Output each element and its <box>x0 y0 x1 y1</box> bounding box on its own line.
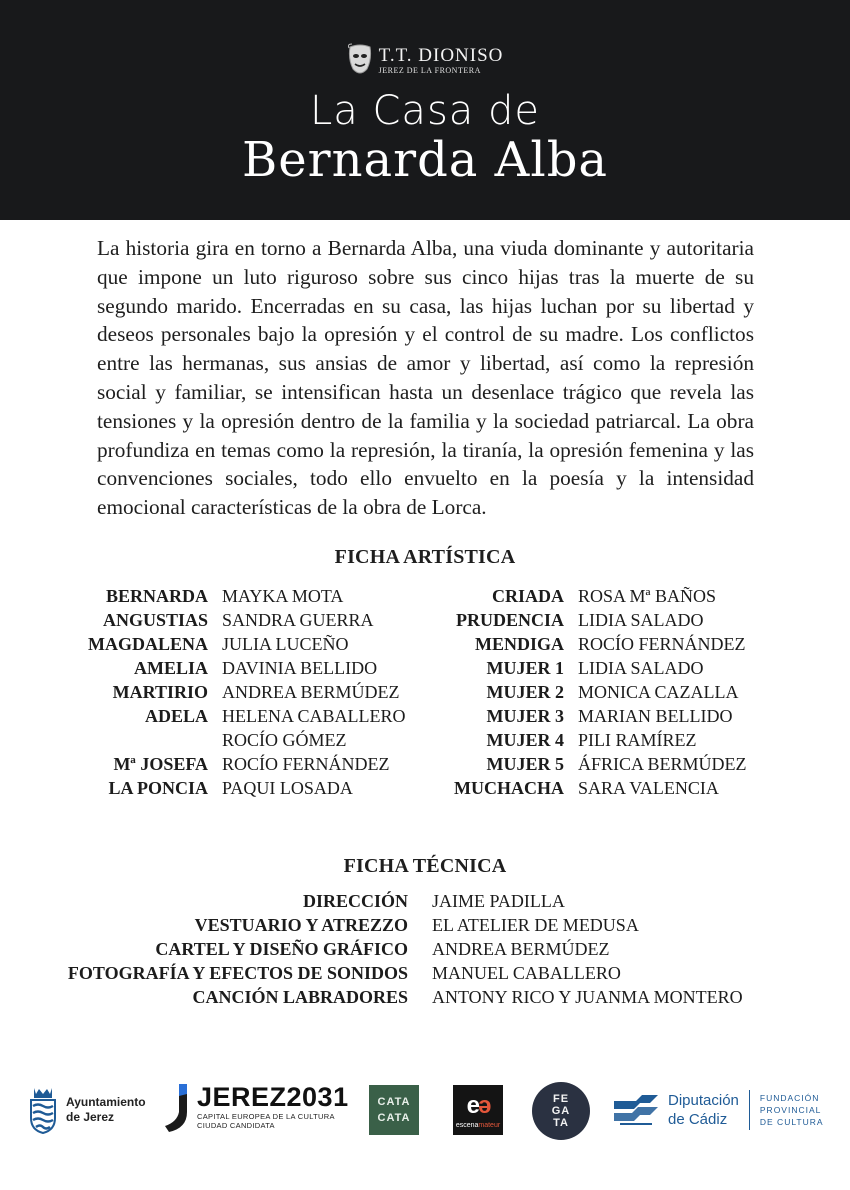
crew-section-title: FICHA TÉCNICA <box>343 855 507 877</box>
person-name: PILI RAMÍREZ <box>578 730 697 750</box>
fundacion-line2: PROVINCIAL <box>759 1105 822 1115</box>
cast-row <box>420 656 747 680</box>
person-name: MANUEL CABALLERO <box>432 963 621 983</box>
escena-word-a: escena <box>455 1122 479 1129</box>
cast-row <box>60 608 406 632</box>
cast-row <box>420 632 747 656</box>
logo-divider <box>749 1090 750 1130</box>
cata-logo <box>369 1085 419 1135</box>
person-name: ANDREA BERMÚDEZ <box>432 939 610 959</box>
crew-row <box>30 913 743 937</box>
crew-row <box>30 889 743 913</box>
company-name: T.T. DIONISO <box>378 44 504 66</box>
diputacion-mark-icon <box>612 1093 660 1127</box>
cast-row <box>60 680 406 704</box>
cast-row <box>420 584 747 608</box>
person-name: PAQUI LOSADA <box>222 778 353 798</box>
cast-row <box>420 728 747 752</box>
cast-row <box>420 680 747 704</box>
role-name: ADELA <box>144 706 208 726</box>
role-name: BERNARDA <box>105 586 208 606</box>
role-name: ANGUSTIAS <box>102 610 208 630</box>
ayuntamiento-line2: de Jerez <box>66 1110 115 1124</box>
poster-header <box>0 0 850 220</box>
person-name: ÁFRICA BERMÚDEZ <box>578 754 747 774</box>
company-logo <box>0 40 850 80</box>
fegata-line2: GA <box>551 1105 571 1117</box>
role-name: MUJER 1 <box>486 658 564 678</box>
cast-row <box>60 632 406 656</box>
role-name: MENDIGA <box>475 634 564 654</box>
cata-line2: CATA <box>377 1112 411 1124</box>
person-name: MONICA CAZALLA <box>578 682 739 702</box>
cast-row <box>60 704 406 728</box>
role-name: CANCIÓN LABRADORES <box>192 987 408 1007</box>
diputacion-line2: de Cádiz <box>668 1111 728 1128</box>
jerez2031-line1: CAPITAL EUROPEA DE LA CULTURA <box>197 1112 335 1121</box>
fundacion-line3: DE CULTURA <box>759 1117 824 1127</box>
role-name <box>60 728 222 752</box>
crew-row <box>30 937 743 961</box>
person-name: SANDRA GUERRA <box>222 610 374 630</box>
cast-list-left <box>60 584 406 800</box>
person-name: ROSA Mª BAÑOS <box>578 586 717 606</box>
play-title-line2: Bernarda Alba <box>241 132 609 188</box>
synopsis-paragraph: La historia gira en torno a Bernarda Alba, una viuda dominante y autoritaria que impone un luto riguroso sobre sus cinco hijas tras la muerte de su segundo marido. Encerradas en su casa, las hijas luchan por su libertad y deseos personales bajo la opresión y el control de su madre. Los conflictos entre las hermanas, sus ansias de amor y libertad, así como la represión social y familiar, se intensifican hasta un desenlace trágico que revela las tensiones y la opresión dentro de la familia y la sociedad patriarcal. La obra profundiza en temas como la represión, la tiranía, la opresión femenina y las convenciones sociales, todo ello envuelto en la poesía y la intensidad emocional características de la obra de Lorca. <box>97 236 754 520</box>
person-name: ANDREA BERMÚDEZ <box>222 682 400 702</box>
cast-row <box>60 584 406 608</box>
fundacion-line1: FUNDACIÓN <box>759 1093 820 1103</box>
role-name: AMELIA <box>133 658 208 678</box>
theatre-mask-icon <box>347 43 373 77</box>
cast-row <box>60 776 406 800</box>
cata-line1: CATA <box>377 1096 411 1108</box>
person-name: DAVINIA BELLIDO <box>222 658 378 678</box>
role-name: MUJER 5 <box>486 754 564 774</box>
person-name: ROCÍO FERNÁNDEZ <box>578 634 746 654</box>
escenamateur-logo <box>453 1085 503 1135</box>
diputacion-cadiz-logo <box>612 1090 824 1130</box>
role-name: PRUDENCIA <box>456 610 564 630</box>
role-name: VESTUARIO Y ATREZZO <box>194 915 408 935</box>
crew-row <box>30 985 743 1009</box>
role-name: MUCHACHA <box>454 778 564 798</box>
ayuntamiento-line1: Ayuntamiento <box>66 1095 146 1109</box>
role-name: FOTOGRAFÍA Y EFECTOS DE SONIDOS <box>67 963 408 983</box>
sponsor-logos <box>0 1080 850 1142</box>
person-name: SARA VALENCIA <box>578 778 719 798</box>
person-name: ROCÍO FERNÁNDEZ <box>222 754 390 774</box>
crew-list <box>30 889 743 1009</box>
person-name: LIDIA SALADO <box>578 610 704 630</box>
fegata-line1: FE <box>552 1093 570 1105</box>
person-name: ROCÍO GÓMEZ <box>222 730 347 750</box>
diputacion-line1: Diputación <box>668 1092 739 1109</box>
person-name: LIDIA SALADO <box>578 658 704 678</box>
jerez2031-line2: CIUDAD CANDIDATA <box>197 1121 275 1130</box>
jerez2031-name: JEREZ2031 <box>197 1082 349 1112</box>
cast-row <box>60 752 406 776</box>
fegata-logo <box>532 1082 590 1140</box>
person-name: HELENA CABALLERO <box>222 706 406 726</box>
cast-list-right <box>420 584 747 800</box>
escena-mark-icon: eə <box>466 1092 490 1119</box>
cast-section-title: FICHA ARTÍSTICA <box>334 546 516 568</box>
person-name: JULIA LUCEÑO <box>222 634 349 654</box>
role-name: MUJER 2 <box>486 682 564 702</box>
escena-word-b: mateur <box>478 1122 501 1129</box>
person-name: MAYKA MOTA <box>222 586 344 606</box>
role-name: LA PONCIA <box>108 778 208 798</box>
role-name: MARTIRIO <box>112 682 208 702</box>
company-city: JEREZ DE LA FRONTERA <box>378 65 481 75</box>
role-name: CARTEL Y DISEÑO GRÁFICO <box>155 939 408 959</box>
cast-row <box>60 656 406 680</box>
role-name: Mª JOSEFA <box>113 754 208 774</box>
city-shield-icon <box>28 1086 58 1134</box>
person-name: JAIME PADILLA <box>432 891 565 911</box>
person-name: MARIAN BELLIDO <box>578 706 733 726</box>
jerez2031-logo <box>163 1082 349 1134</box>
cast-row <box>420 704 747 728</box>
cast-row <box>420 608 747 632</box>
role-name: CRIADA <box>492 586 564 606</box>
ayuntamiento-jerez-logo <box>28 1086 146 1134</box>
role-name: DIRECCIÓN <box>302 891 408 911</box>
role-name: MUJER 4 <box>486 730 564 750</box>
cast-row <box>420 776 747 800</box>
role-name: MAGDALENA <box>88 634 208 654</box>
cast-row <box>420 752 747 776</box>
play-title-line1: La Casa de <box>309 88 541 134</box>
person-name: ANTONY RICO Y JUANMA MONTERO <box>432 987 743 1007</box>
role-name: MUJER 3 <box>486 706 564 726</box>
person-name: EL ATELIER DE MEDUSA <box>432 915 639 935</box>
fegata-line3: TA <box>553 1117 569 1129</box>
cast-row <box>60 728 406 752</box>
jerez2031-mark-icon <box>163 1082 191 1134</box>
crew-row <box>30 961 743 985</box>
